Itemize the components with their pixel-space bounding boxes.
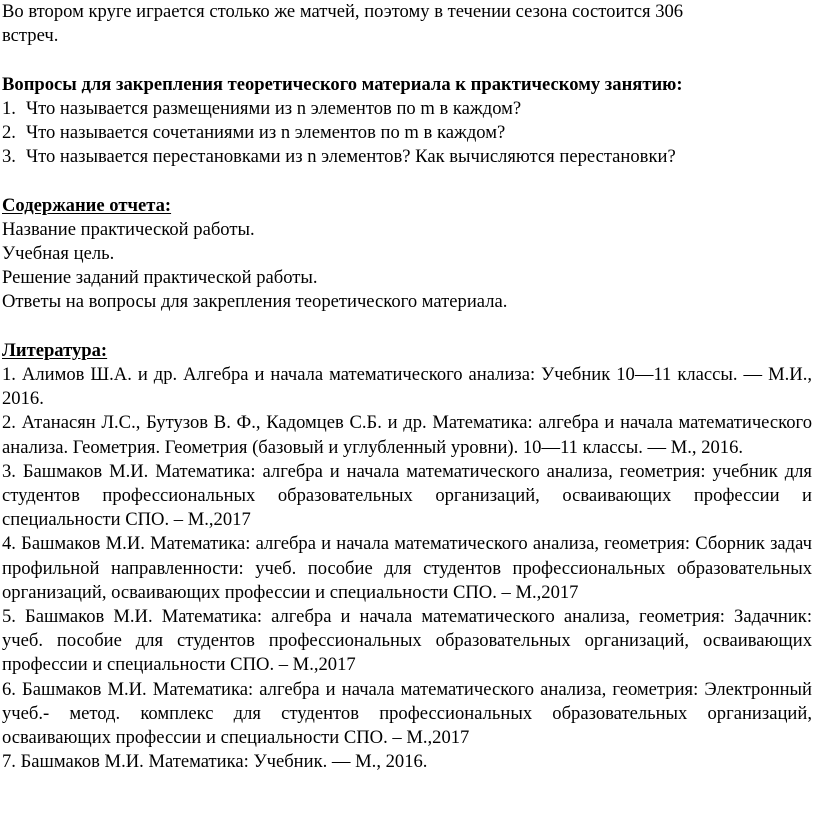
questions-section — [2, 73, 812, 170]
report-item: Название практической работы. — [2, 218, 255, 240]
literature-item-5: 5. Башмаков М.И. Математика: алгебра и начала математического анализа, геометрия: Задачник: учеб. пособие для студентов профессиональных образовательных организаций, осваивающих профессии и специальности СПО. – М.,2017 — [2, 606, 812, 676]
question-item-1 — [2, 97, 812, 121]
question-number: 2. — [2, 122, 16, 143]
intro-line-2: встреч. — [2, 25, 59, 47]
report-item: Учебная цель. — [2, 243, 115, 264]
literature-section — [2, 339, 812, 775]
literature-item-3: 3. Башмаков М.И. Математика: алгебра и начала математического анализа, геометрия: учебник для студентов профессиональных образовательных организаций, осваивающих профессии и специальности СПО. – М.,2017 — [2, 460, 812, 531]
literature-item-4: 4. Башмаков М.И. Математика: алгебра и начала математического анализа, геометрия: Сборник задач профильной направленности: учеб. пособие для студентов профессиональных образовательных организаций, осваивающих профессии и специальности СПО. – М.,2017 — [2, 533, 812, 603]
question-text: Что называется перестановками из n элементов? Как вычисляются перестановки? — [26, 146, 676, 168]
literature-item-2: 2. Атанасян Л.С., Бутузов В. Ф., Кадомцев С.Б. и др. Математика: алгебра и начала математического анализа. Геометрия. Геометрия (базовый и углубленный уровни). 10—11 классы. — М., 2016. — [2, 412, 812, 458]
question-item-3 — [2, 145, 812, 169]
question-text: Что называется размещениями из n элементов по m в каждом? — [26, 97, 522, 119]
literature-heading: Литература: — [2, 339, 108, 361]
report-section — [2, 194, 812, 315]
report-item: Ответы на вопросы для закрепления теоретического материала. — [2, 291, 508, 313]
literature-item-1: 1. Алимов Ш.А. и др. Алгебра и начала математического анализа: Учебник 10—11 классы. — М.И., 2016. — [2, 364, 812, 410]
question-text: Что называется сочетаниями из n элементов по m в каждом? — [26, 122, 506, 143]
literature-item-6: 6. Башмаков М.И. Математика: алгебра и начала математического анализа, геометрия: Электронный учеб.- метод. комплекс для студентов профессиональных образовательных организаций, осваивающих профессии и специальности СПО. – М.,2017 — [2, 678, 812, 749]
intro-paragraph — [2, 0, 812, 48]
spacer — [2, 169, 812, 193]
question-number: 1. — [2, 97, 16, 119]
spacer — [2, 48, 812, 72]
question-item-2 — [2, 121, 812, 145]
questions-heading: Вопросы для закрепления теоретического материала к практическому занятию: — [2, 73, 683, 95]
question-number: 3. — [2, 146, 16, 168]
intro-line-1: Во втором круге играется столько же матчей, поэтому в течении сезона состоится 306 — [2, 1, 684, 22]
report-item: Решение заданий практической работы. — [2, 267, 318, 289]
literature-item-7: 7. Башмаков М.И. Математика: Учебник. — М., 2016. — [2, 751, 428, 773]
report-heading: Содержание отчета: — [2, 194, 172, 216]
spacer — [2, 315, 812, 339]
